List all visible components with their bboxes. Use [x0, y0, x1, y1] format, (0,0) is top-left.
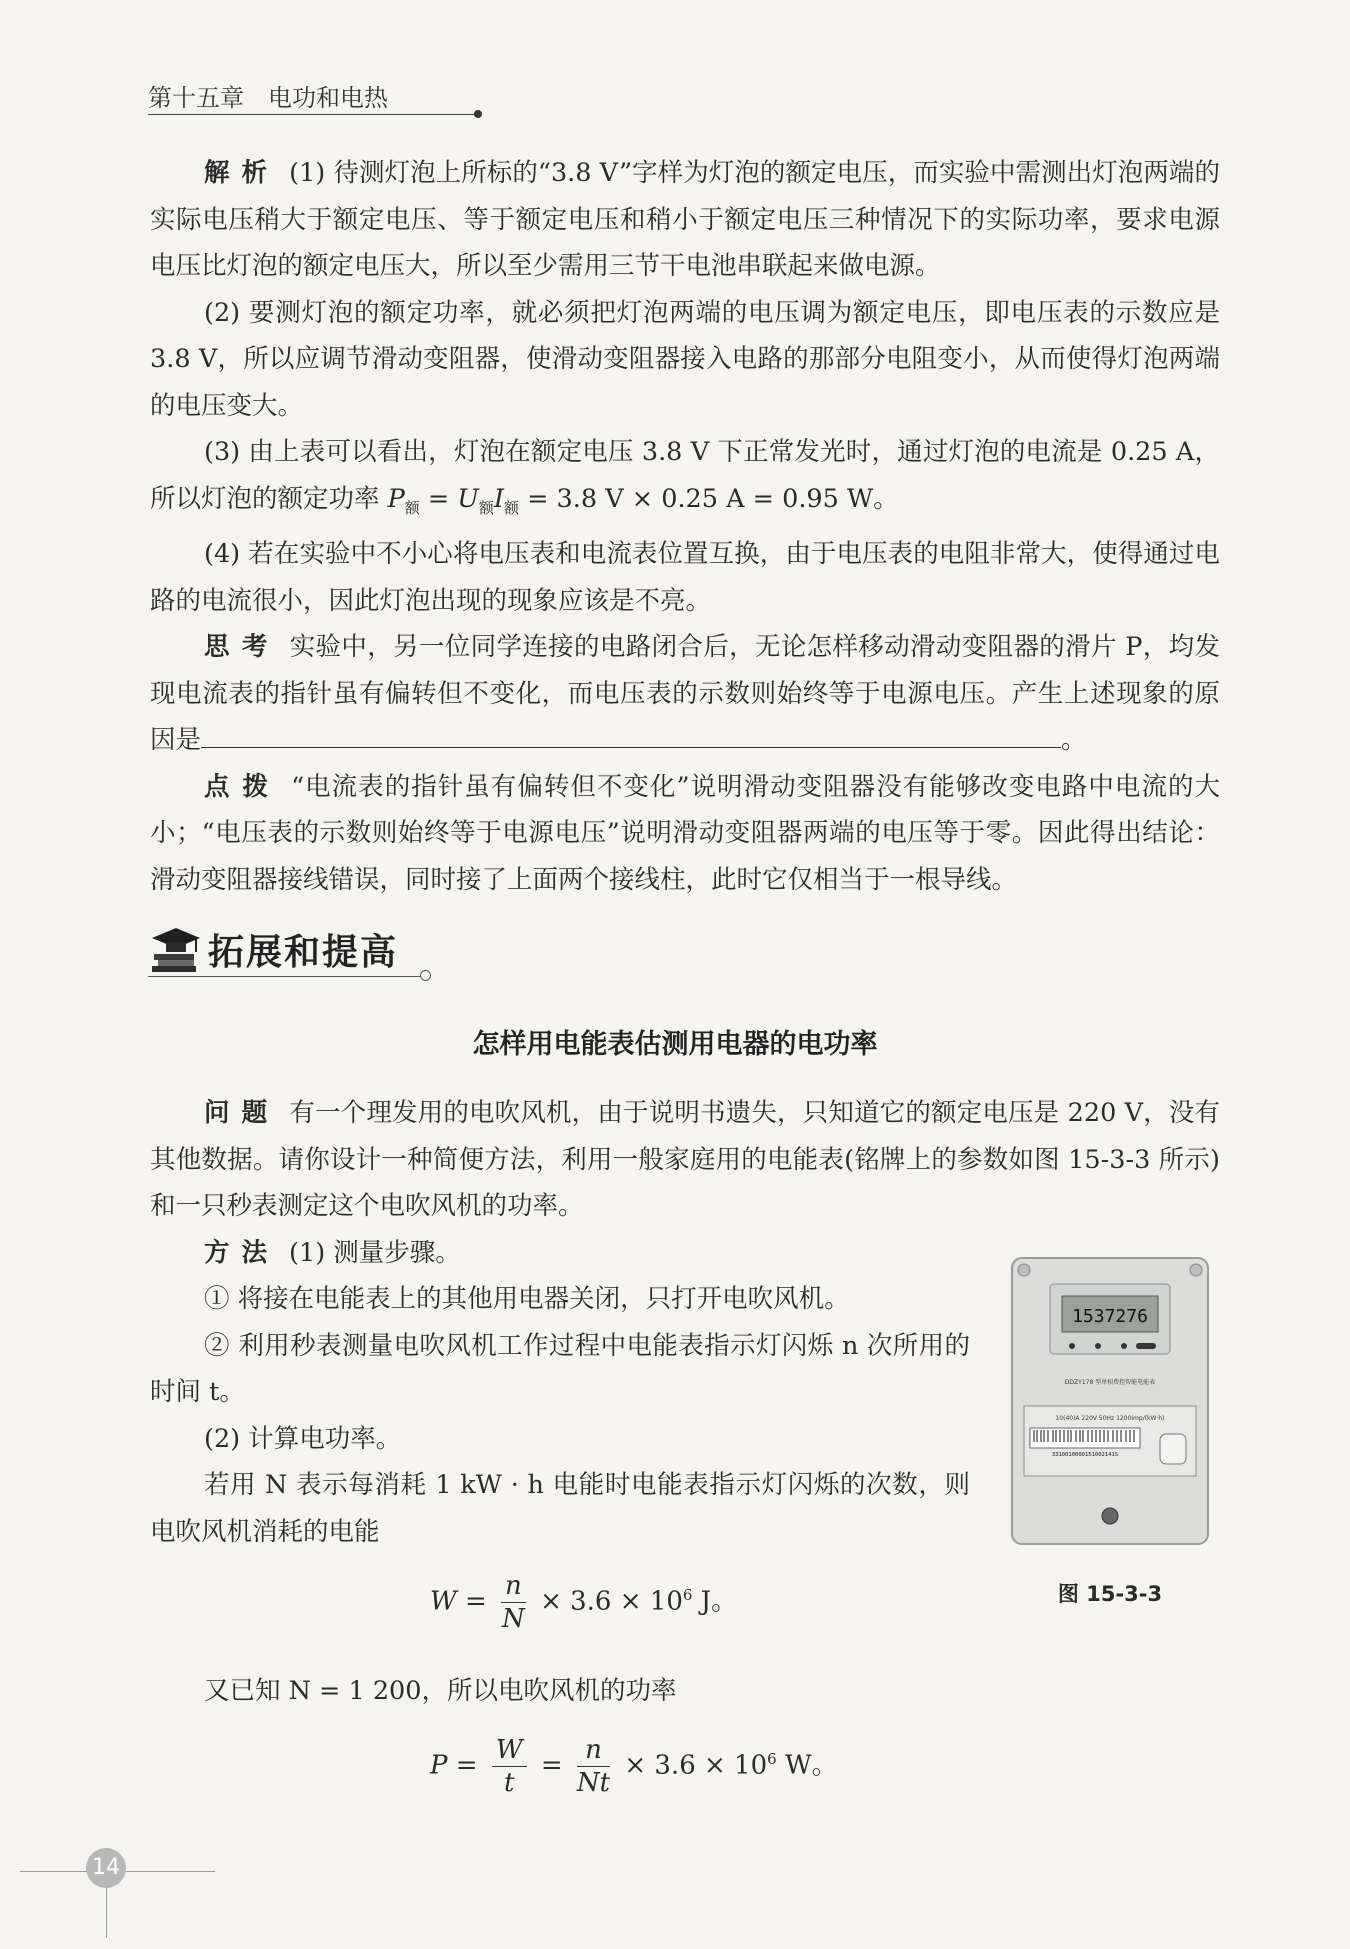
- chapter-header: 第十五章 电功和电热: [148, 84, 388, 112]
- analysis-paragraph-4: (4) 若在实验中不小心将电压表和电流表位置互换，由于电压表的电阻非常大，使得通过电路的电流很小，因此灯泡出现的现象应该是不亮。: [150, 539, 1220, 616]
- method-2: (2) 计算电功率。: [204, 1423, 402, 1454]
- question-block: [150, 1090, 1220, 1276]
- analysis-paragraph-1: 解析 (1) 待测灯泡上所标的“3.8 V”字样为灯泡的额定电压，而实验中需测出灯泡两端的实际电压稍大于额定电压、等于额定电压和稍小于额定电压三种情况下的实际功率，要求电源电压比灯泡的额定电压大，所以至少需用三节干电池串联起来做电源。: [150, 158, 1220, 281]
- analysis-paragraph-2: (2) 要测灯泡的额定功率，就必须把灯泡两端的电压调为额定电压，即电压表的示数应是3.8 V，所以应调节滑动变阻器，使滑动变阻器接入电路的那部分电阻变小，从而使得灯泡两端的电压变大。: [150, 297, 1220, 421]
- hint-paragraph: 点拨 “电流表的指针虽有偏转但不变化”说明滑动变阻器没有能够改变电路中电流的大小；“电压表的示数则始终等于电源电压”说明滑动变阻器两端的电压等于零。因此得出结论：滑动变阻器接线错误，同时接了上面两个接线柱，此时它仅相当于一根导线。: [150, 771, 1220, 895]
- section-rule: [148, 976, 424, 977]
- formula-energy: W = $\frac{n}{N}$ × $3.6 \times 10^6$ J。: [430, 1571, 738, 1634]
- page-number: 14: [86, 1848, 126, 1888]
- steps-block: [150, 1276, 970, 1555]
- electric-meter-figure: [1010, 1256, 1210, 1546]
- electric-meter-image: [1010, 1256, 1210, 1546]
- method-lead: 方法: [204, 1237, 280, 1268]
- analysis-block: [150, 150, 1220, 903]
- calc-paragraph-2: 又已知 N = 1 200，所以电吹风机的功率: [204, 1676, 677, 1706]
- header-rule: [148, 114, 478, 115]
- meter-display: 1537276: [1072, 1306, 1148, 1327]
- calc-paragraph-1: 若用 N 表示每消耗 1 kW · h 电能时电能表指示灯闪烁的次数，则电吹风机消耗的电能: [150, 1470, 970, 1547]
- figure-caption: 图 15-3-3: [1057, 1582, 1163, 1606]
- hint-lead: 点拨: [204, 771, 282, 802]
- analysis-paragraph-3: (3) 由上表可以看出，灯泡在额定电压 3.8 V 下正常发光时，通过灯泡的电流是 0.25 A，所以灯泡的额定功率 $P_额 = U_额I_额 = 3.8$ V × 0.25 A = 0.95 W。: [150, 437, 1220, 517]
- think-lead: 思考: [204, 632, 280, 663]
- meter-model: DDZY178 型单相费控智能电能表: [1064, 1379, 1156, 1386]
- formula-power: P = $\frac{W}{t}$ = $\frac{n}{Nt}$ × $3.6 \times 10^6$ W。: [430, 1735, 838, 1798]
- section-dot: [420, 970, 431, 981]
- method-paragraph: 方法 (1) 测量步骤。: [204, 1237, 461, 1268]
- article-title: 怎样用电能表估测用电器的电功率: [472, 1029, 878, 1060]
- answer-blank[interactable]: [201, 721, 1061, 748]
- think-paragraph: 思考 实验中，另一位同学连接的电路闭合后，无论怎样移动滑动变阻器的滑片 P，均发现电流表的指针虽有偏转但不变化，而电压表的示数则始终等于电源电压。产生上述现象的原因是 。: [150, 632, 1220, 756]
- meter-rating: 10(40)A 220V 50Hz 1200imp/(kW·h): [1055, 1415, 1165, 1422]
- step-1: ① 将接在电能表上的其他用电器关闭，只打开电吹风机。: [204, 1284, 850, 1314]
- header-dot: [474, 110, 482, 118]
- question-lead: 问题: [204, 1098, 280, 1128]
- step-2: ② 利用秒表测量电吹风机工作过程中电能表指示灯闪烁 n 次所用的时间 t。: [150, 1330, 970, 1407]
- section-title: 拓展和提高: [208, 932, 399, 973]
- analysis-lead: 解析: [204, 158, 280, 188]
- meter-serial: 3310010000151002141S: [1051, 1452, 1119, 1458]
- footer-vertical-rule: [106, 1888, 107, 1938]
- graduation-cap-books-icon: [148, 920, 202, 974]
- section-heading: [148, 918, 428, 978]
- calc-block-2: [150, 1668, 1220, 1715]
- question-paragraph: 问题 有一个理发用的电吹风机，由于说明书遗失，只知道它的额定电压是 220 V，没有其他数据。请你设计一种简便方法，利用一般家庭用的电能表(铭牌上的参数如图 15-3-3 所示)和一只秒表测定这个电吹风机的功率。: [150, 1098, 1220, 1221]
